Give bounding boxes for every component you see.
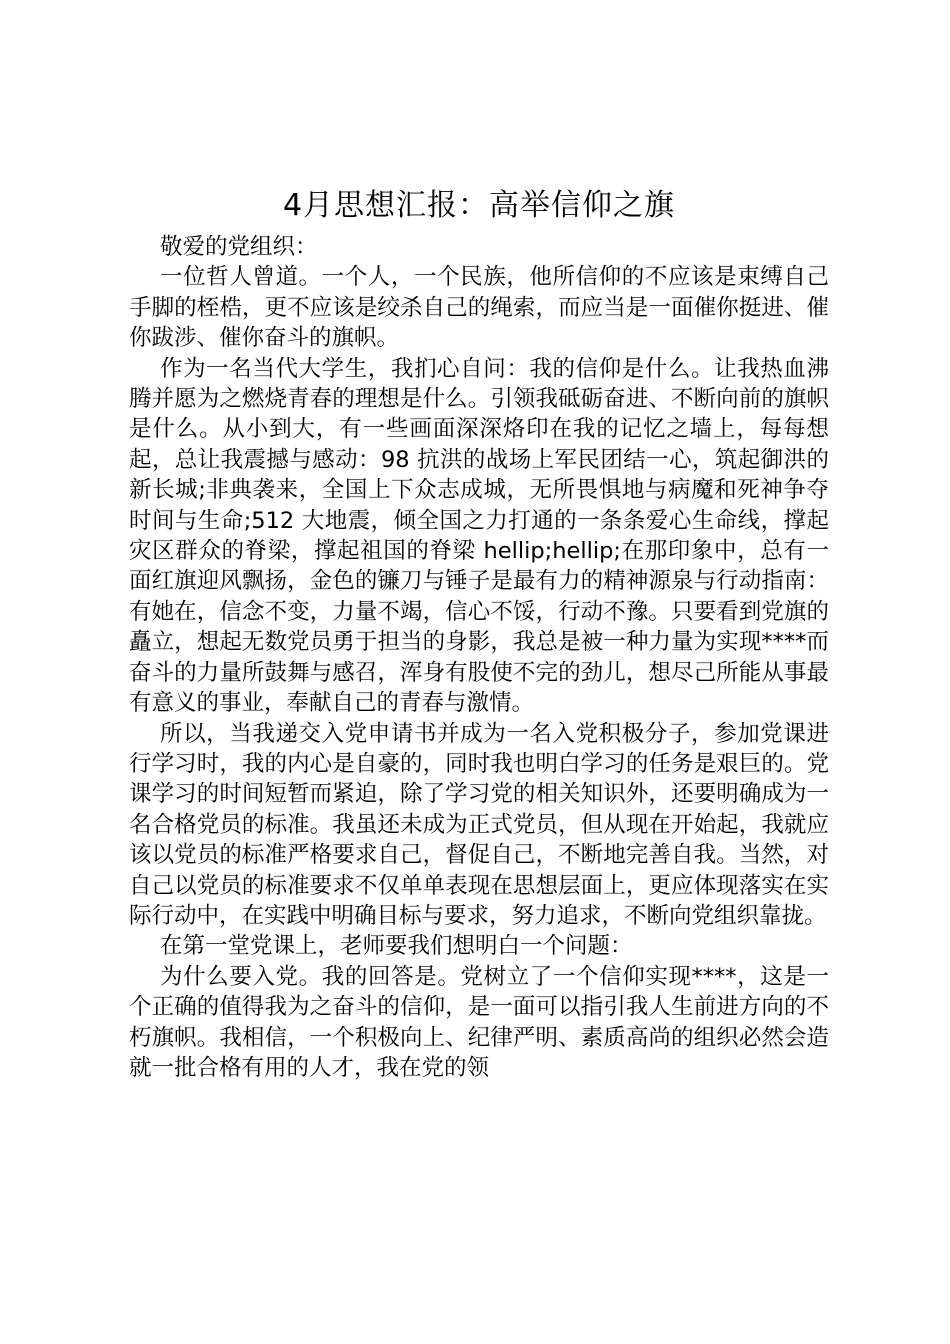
- body-paragraph: 所以，当我递交入党申请书并成为一名入党积极分子，参加党课进行学习时，我的内心是自豪的，同时我也明白学习的任务是艰巨的。党课学习的时间短暂而紧迫，除了学习党的相关知识外，还要明确成为一名合格党员的标准。我虽还未成为正式党员，但从现在开始起，我就应该以党员的标准严格要求自己，督促自己，不断地完善自我。当然，对自己以党员的标准要求不仅单单表现在思想层面上，更应体现落实在实际行动中，在实践中明确目标与要求，努力追求，不断向党组织靠拢。: [129, 720, 829, 929]
- body-paragraph: 作为一名当代大学生，我扪心自问：我的信仰是什么。让我热血沸腾并愿为之燃烧青春的理想是什么。引领我砥砺奋进、不断向前的旗帜是什么。从小到大，有一些画面深深烙印在我的记忆之墙上，每每想起，总让我震撼与感动：98 抗洪的战场上军民团结一心，筑起御洪的新长城;非典袭来，全国上下众志成城，无所畏惧地与病魔和死神争夺时间与生命;512 大地震，倾全国之力打通的一条条爱心生命线，撑起灾区群众的脊梁，撑起祖国的脊梁 hellip;hellip;在那印象中，总有一面红旗迎风飘扬，金色的镰刀与锤子是最有力的精神源泉与行动指南：有她在，信念不变，力量不竭，信心不馁，行动不豫。只要看到党旗的矗立，想起无数党员勇于担当的身影，我总是被一种力量为实现****而奋斗的力量所鼓舞与感召，浑身有股使不完的劲儿，想尽己所能从事最有意义的事业，奉献自己的青春与激情。: [129, 355, 829, 717]
- body-paragraph: 在第一堂党课上，老师要我们想明白一个问题：: [160, 933, 633, 960]
- body-paragraph: 为什么要入党。我的回答是。党树立了一个信仰实现****，这是一个正确的值得我为之奋斗的信仰，是一面可以指引我人生前进方向的不朽旗帜。我相信，一个积极向上、纪律严明、素质高尚的组织必然会造就一批合格有用的人才，我在党的领: [129, 963, 829, 1081]
- document-page: [129, 180, 829, 1083]
- document-title: 4月思想汇报：高举信仰之旗: [282, 188, 676, 223]
- body-paragraph: 一位哲人曾道。一个人，一个民族，他所信仰的不应该是束缚自己手脚的桎梏，更不应该是绞杀自己的绳索，而应当是一面催你挺进、催你跋涉、催你奋斗的旗帜。: [129, 264, 829, 352]
- salutation-paragraph: 敬爱的党组织：: [160, 234, 318, 260]
